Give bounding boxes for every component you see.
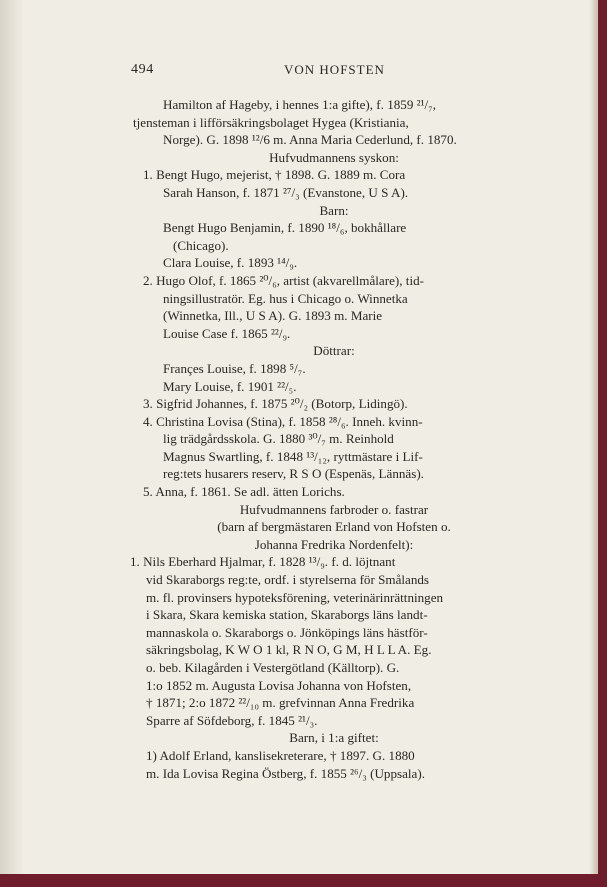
text-line: Louise Case f. 1865 ²²/₉. xyxy=(163,325,291,341)
text-line: (Winnetka, Ill., U S A). G. 1893 m. Marie xyxy=(163,308,383,324)
page-gutter xyxy=(0,0,22,874)
text-line: 2. Hugo Olof, f. 1865 ²⁰/₆, artist (akvarellmålare), tid- xyxy=(143,272,424,288)
text-line: lig trädgårdsskola. G. 1880 ³⁰/₇ m. Reinhold xyxy=(163,431,394,447)
text-line: ningsillustratör. Eg. hus i Chicago o. Winnetka xyxy=(163,290,408,306)
text-line: 5. Anna, f. 1861. Se adl. ätten Lorichs. xyxy=(143,484,345,500)
running-head: VON HOFSTEN xyxy=(284,62,385,77)
text-line: 1. Bengt Hugo, mejerist, † 1898. G. 1889 m. Cora xyxy=(143,167,406,183)
text-line: Sarah Hanson, f. 1871 ²⁷/₃ (Evanstone, U S A). xyxy=(163,184,409,200)
text-line: mannaskola o. Skaraborgs o. Jönköpings läns hästför- xyxy=(146,624,428,640)
section-heading: Johanna Fredrika Nordenfelt): xyxy=(254,536,414,552)
page-header xyxy=(0,62,597,84)
text-line: Clara Louise, f. 1893 ¹⁴/₉. xyxy=(163,255,298,271)
text-line: 3. Sigfrid Johannes, f. 1875 ²⁰/₂ (Botorp, Lidingö). xyxy=(143,396,408,412)
text-line: 1) Adolf Erland, kanslisekreterare, † 1897. G. 1880 xyxy=(146,747,415,763)
text-line: Bengt Hugo Benjamin, f. 1890 ¹⁸/₆, bokhållare xyxy=(163,220,407,236)
text-line: Norge). G. 1898 ¹²/6 m. Anna Maria Cederlund, f. 1870. xyxy=(163,132,457,148)
text-line: Mary Louise, f. 1901 ²²/₅. xyxy=(163,378,297,394)
text-line: o. beb. Kilagården i Vestergötland (Källtorp). G. xyxy=(146,660,400,675)
text-line: (Chicago). xyxy=(173,237,229,253)
section-heading: (barn af bergmästaren Erland von Hofsten o. xyxy=(217,519,451,535)
section-heading: Barn: xyxy=(319,202,349,218)
text-line: 4. Christina Lovisa (Stina), f. 1858 ²⁸/₆. Inneh. kvinn- xyxy=(143,413,423,429)
page-number: 494 xyxy=(131,62,154,77)
page-edge xyxy=(589,0,597,874)
text-line: vid Skaraborgs reg:te, ordf. i styrelserna för Smålands xyxy=(146,572,430,588)
section-heading: Hufvudmannens syskon: xyxy=(269,149,399,165)
section-heading: Barn, i 1:a giftet: xyxy=(289,730,379,746)
text-line: i Skara, Skara kemiska station, Skaraborgs läns landt- xyxy=(146,607,428,623)
section-heading: Hufvudmannens farbroder o. fastrar xyxy=(239,501,429,517)
section-heading: Döttrar: xyxy=(313,343,355,359)
text-line: Hamilton af Hageby, i hennes 1:a gifte), f. 1859 ²¹/₇, xyxy=(163,97,437,112)
text-line: m. Ida Lovisa Regina Östberg, f. 1855 ²⁶/₃ (Uppsala). xyxy=(146,765,425,781)
text-line: 1. Nils Eberhard Hjalmar, f. 1828 ¹³/₉. f. d. löjtnant xyxy=(130,554,396,570)
text-line: reg:tets husarers reserv, R S O (Espenäs, Lännäs). xyxy=(163,466,424,482)
text-line: † 1871; 2:o 1872 ²²/₁₀ m. grefvinnan Anna Fredrika xyxy=(146,695,415,711)
text-line: Magnus Swartling, f. 1848 ¹³/₁₂, ryttmästare i Lif- xyxy=(163,448,423,464)
text-line: 1:o 1852 m. Augusta Lovisa Johanna von Hofsten, xyxy=(146,677,412,693)
text-line: tjensteman i lifförsäkringsbolaget Hygea (Kristiania, xyxy=(133,114,409,130)
text-line: Françes Louise, f. 1898 ⁵/₇. xyxy=(163,360,306,376)
body-text xyxy=(127,96,541,782)
text-line: m. fl. provinsers hypoteksförening, veterinärinrättningen xyxy=(146,589,444,605)
text-line: Sparre af Söfdeborg, f. 1845 ²¹/₃. xyxy=(146,712,318,728)
text-line: säkringsbolag, K W O 1 kl, R N O, G M, H L L A. Eg. xyxy=(146,642,432,658)
